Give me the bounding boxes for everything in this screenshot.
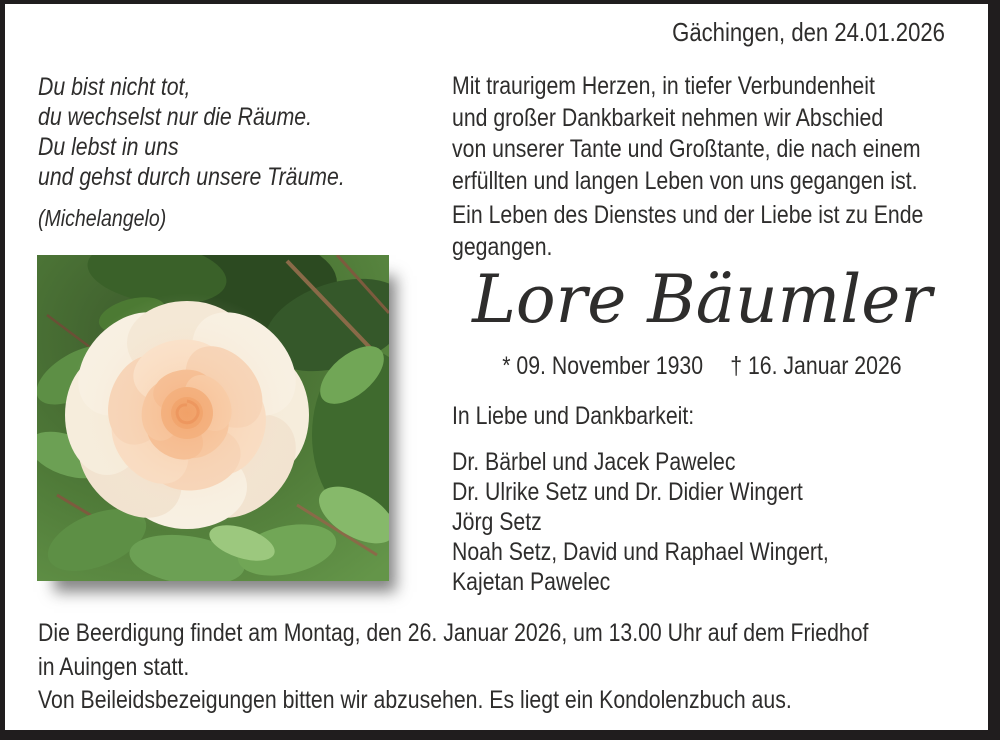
announcement-line: und großer Dankbarkeit nehmen wir Abschied <box>452 103 884 132</box>
condolence-note: Von Beileidsbezeigungen bitten wir abzusehen. Es liegt ein Kondolenzbuch aus. <box>38 686 792 714</box>
funeral-info <box>38 616 868 684</box>
rose-photo-illustration <box>37 255 389 581</box>
funeral-info-line: in Auingen statt. <box>38 653 190 681</box>
announcement-line: Mit traurigem Herzen, in tiefer Verbundenheit <box>452 72 875 100</box>
memorial-rose-photo <box>37 255 389 581</box>
announcement-line: erfüllten und langen Leben von uns gegangen ist. <box>452 166 918 195</box>
poem-line: du wechselst nur die Räume. <box>38 103 313 131</box>
mourners-block <box>452 402 829 597</box>
dateline: Gächingen, den 24.01.2026 <box>672 17 945 47</box>
mourner-name: Kajetan Pawelec <box>452 568 611 596</box>
mourner-name: Jörg Setz <box>452 508 542 536</box>
funeral-info-line: Die Beerdigung findet am Montag, den 26. Januar 2026, um 13.00 Uhr auf dem Friedhof <box>38 619 869 647</box>
poem-line: Du bist nicht tot, <box>38 73 191 101</box>
announcement-line: Ein Leben des Dienstes und der Liebe ist zu Ende <box>452 201 924 229</box>
announcement-block <box>452 71 923 263</box>
mourners-intro: In Liebe und Dankbarkeit: <box>452 402 695 430</box>
deceased-name: Lore Bäumler <box>472 261 932 338</box>
mourner-name: Noah Setz, David und Raphael Wingert, <box>452 538 829 566</box>
life-dates <box>452 352 952 380</box>
birth-date: * 09. November 1930 <box>502 352 704 380</box>
death-date: † 16. Januar 2026 <box>730 352 902 380</box>
poem-line: Du lebst in uns <box>38 133 179 161</box>
poem-line: und gehst durch unsere Träume. <box>38 163 345 191</box>
announcement-line: von unserer Tante und Großtante, die nach einem <box>452 135 921 163</box>
announcement-line: gegangen. <box>452 232 553 261</box>
poem-block <box>38 72 345 233</box>
mourner-name: Dr. Ulrike Setz und Dr. Didier Wingert <box>452 478 803 506</box>
poem-attribution: (Michelangelo) <box>38 205 167 231</box>
mourner-name: Dr. Bärbel und Jacek Pawelec <box>452 448 736 476</box>
